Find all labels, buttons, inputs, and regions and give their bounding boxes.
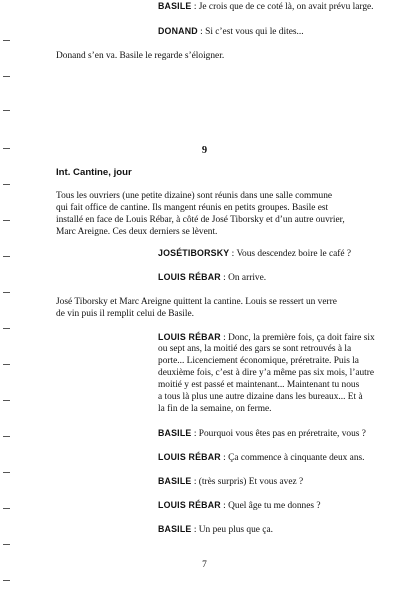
page-number: 7 — [202, 560, 207, 570]
margin-mark — [3, 580, 10, 581]
dialogue-text: Si c’est vous qui le dites... — [205, 27, 304, 37]
margin-mark — [3, 292, 10, 293]
margin-mark — [3, 436, 10, 437]
speaker-name: LOUIS RÉBAR — [158, 332, 221, 342]
action-line: de vin puis il remplit celui de Basile. — [56, 309, 194, 319]
speaker-name: BASILE — [158, 1, 192, 11]
speech-line: porte... Licenciement économique, préretraite. Puis la — [158, 356, 359, 366]
speaker-name: DONAND — [158, 26, 198, 36]
speaker-separator: : — [220, 333, 229, 343]
speaker-separator: : — [220, 501, 229, 511]
speech-line: ou sept ans, la moitié des gars se sont retrouvés à la — [158, 344, 352, 354]
description-line: installé en face de Louis Rébar, à côté de José Tiborsky et d’un autre ouvrier, — [56, 215, 345, 225]
speaker-name: LOUIS RÉBAR — [158, 272, 221, 282]
description-line: Tous les ouvriers (une petite dizaine) sont réunis dans une salle commune — [56, 191, 333, 201]
speaker-separator: : — [197, 27, 206, 37]
margin-mark — [3, 110, 10, 111]
dialogue-text: Pourquoi vous êtes pas en préretraite, vous ? — [198, 429, 366, 439]
speaker-separator: : — [191, 477, 199, 487]
speech-line: la fin de la semaine, on ferme. — [158, 404, 272, 414]
dialogue-text: On arrive. — [228, 273, 267, 283]
dialogue-text: Quel âge tu me donnes ? — [228, 501, 321, 511]
margin-mark — [3, 472, 10, 473]
speech-line: moitié y est passé et maintenant... Maintenant tu nous — [158, 380, 360, 390]
speaker-separator: : — [220, 453, 229, 463]
description-line: Marc Areigne. Ces deux derniers se lèvent. — [56, 227, 218, 237]
margin-mark — [3, 364, 10, 365]
margin-mark — [3, 256, 10, 257]
speaker-name: BASILE — [158, 524, 192, 534]
dialogue-text: Je crois que de ce coté là, on avait prévu large. — [198, 2, 374, 12]
speech-line: deuxième fois, c’est à dire y’a même pas six mois, l’autre — [158, 368, 375, 378]
speech-line: a tous là plus une autre dizaine dans les bureaux... Et à — [158, 392, 363, 402]
speaker-name: LOUIS RÉBAR — [158, 500, 221, 510]
description-line: qui fait office de cantine. Ils mangent réunis en petits groupes. Basile est — [56, 203, 329, 213]
margin-mark — [3, 508, 10, 509]
dialogue-text: (très surpris) Et vous avez ? — [198, 477, 304, 487]
action-line: José Tiborsky et Marc Areigne quittent la cantine. Louis se ressert un verre — [56, 297, 337, 307]
margin-mark — [3, 220, 10, 221]
speaker-name: LOUIS RÉBAR — [158, 452, 221, 462]
margin-mark — [3, 328, 10, 329]
speaker-separator: : — [191, 429, 199, 439]
dialogue-line — [158, 475, 303, 488]
dialogue-text: Ça commence à cinquante deux ans. — [228, 453, 365, 463]
margin-mark — [3, 40, 10, 41]
dialogue-line — [158, 271, 266, 284]
margin-mark — [3, 400, 10, 401]
dialogue-line — [158, 523, 273, 536]
speaker-separator: : — [220, 273, 229, 283]
action-line: Donand s’en va. Basile le regarde s’éloigner. — [56, 51, 225, 61]
speaker-name: BASILE — [158, 476, 192, 486]
scene-number: 9 — [201, 145, 208, 156]
speaker-separator: : — [191, 2, 199, 12]
left-margin-scan-marks — [3, 0, 11, 600]
speaker-name: JOSÉTIBORSKY — [158, 248, 230, 258]
speaker-separator: : — [191, 525, 199, 535]
speaker-separator: : — [229, 249, 237, 259]
dialogue-text: Un peu plus que ça. — [198, 525, 273, 535]
dialogue-line — [158, 25, 304, 38]
scene-heading: Int. Cantine, jour — [56, 167, 132, 178]
margin-mark — [3, 544, 10, 545]
dialogue-line — [158, 451, 365, 464]
margin-mark — [3, 76, 10, 77]
dialogue-line — [158, 247, 351, 260]
dialogue-text: Donc, la première fois, ça doit faire six — [228, 333, 375, 343]
dialogue-text: Vous descendez boire le café ? — [236, 249, 352, 259]
margin-mark — [3, 184, 10, 185]
dialogue-line — [158, 499, 321, 512]
speaker-name: BASILE — [158, 428, 192, 438]
dialogue-line — [158, 427, 366, 440]
dialogue-line — [158, 0, 374, 13]
